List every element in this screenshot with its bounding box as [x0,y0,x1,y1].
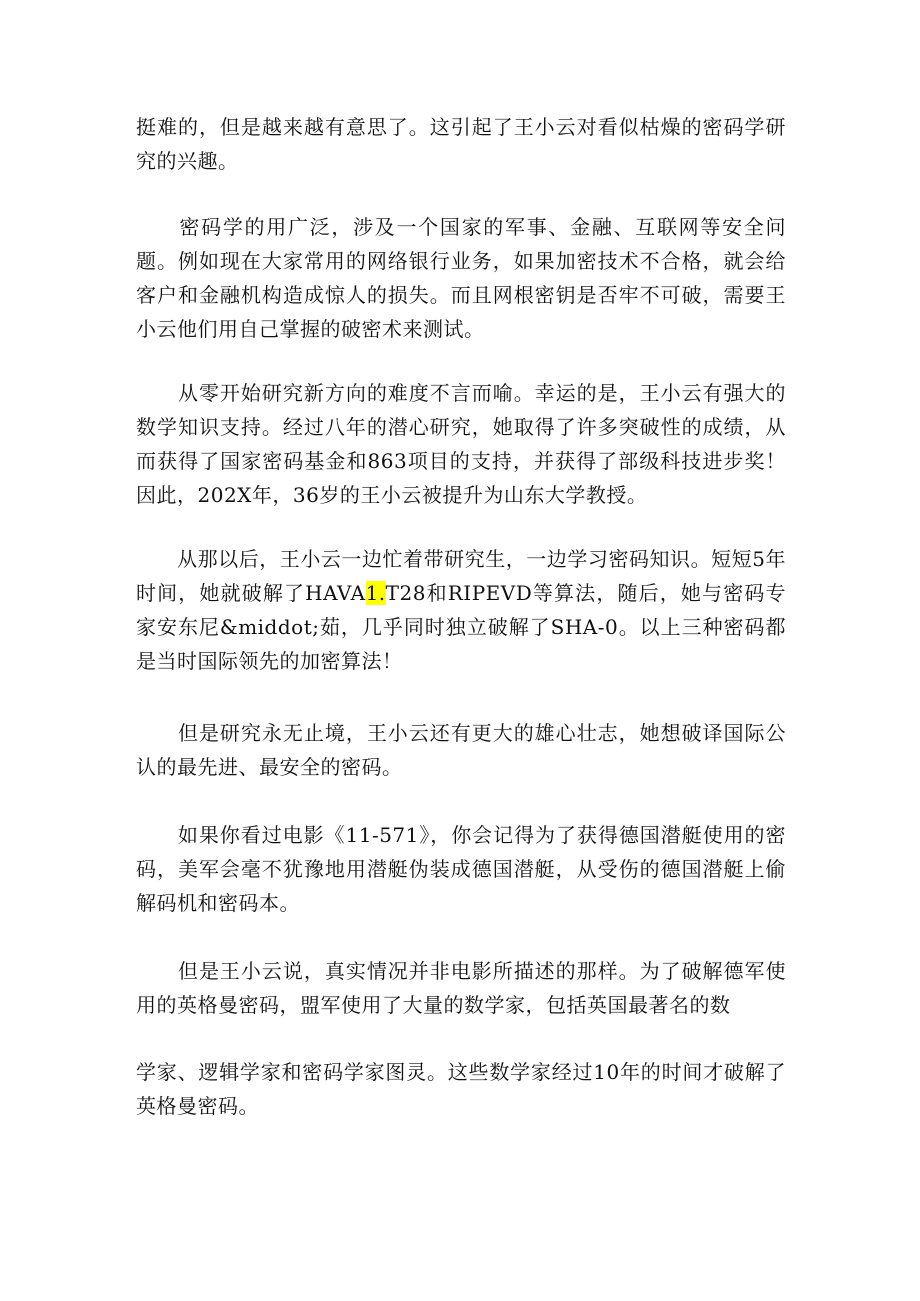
highlighted-text: 1. [365,581,386,605]
paragraph-2: 密码学的用广泛，涉及一个国家的军事、金融、互联网等安全问题。例如现在大家常用的网络银行业务，如果加密技术不合格，就会给客户和金融机构造成惊人的损失。而且网根密钥是否牢不可破，需要王小云他们用自己掌握的破密术来测试。 [136,215,786,341]
paragraph-4-text-after: T28和RIPEVD等算法，随后，她与密码专家安东尼&middot;茹，几乎同时独立破解了SHA-0。以上三种密码都是当时国际领先的加密算法！ [136,581,786,673]
paragraph-8: 学家、逻辑学家和密码学家图灵。这些数学家经过10年的时间才破解了英格曼密码。 [136,1060,786,1118]
paragraph-6: 如果你看过电影《11-571》，你会记得为了获得德国潜艇使用的密码，美军会毫不犹豫地用潜艇伪装成德国潜艇，从受伤的德国潜艇上偷解码机和密码本。 [136,823,786,915]
paragraph-5: 但是研究永无止境，王小云还有更大的雄心壮志，她想破译国际公认的最先进、最安全的密码。 [136,721,786,779]
paragraph-4-text-before: 从那以后，王小云一边忙着带研究生，一边学习密码知识。短短5年时间，她就破解了HAVA [136,547,786,605]
paragraph-3: 从零开始研究新方向的难度不言而喻。幸运的是，王小云有强大的数学知识支持。经过八年的潜心研究，她取得了许多突破性的成绩，从而获得了国家密码基金和863项目的支持，并获得了部级科技进步奖！因此，202X年，36岁的王小云被提升为山东大学教授。 [136,381,786,507]
paragraph-7: 但是王小云说，真实情况并非电影所描述的那样。为了破解德军使用的英格曼密码，盟军使用了大量的数学家，包括英国最著名的数 [136,959,786,1017]
paragraph-1: 挺难的，但是越来越有意思了。这引起了王小云对看似枯燥的密码学研究的兴趣。 [136,115,786,173]
paragraph-4 [136,542,786,678]
